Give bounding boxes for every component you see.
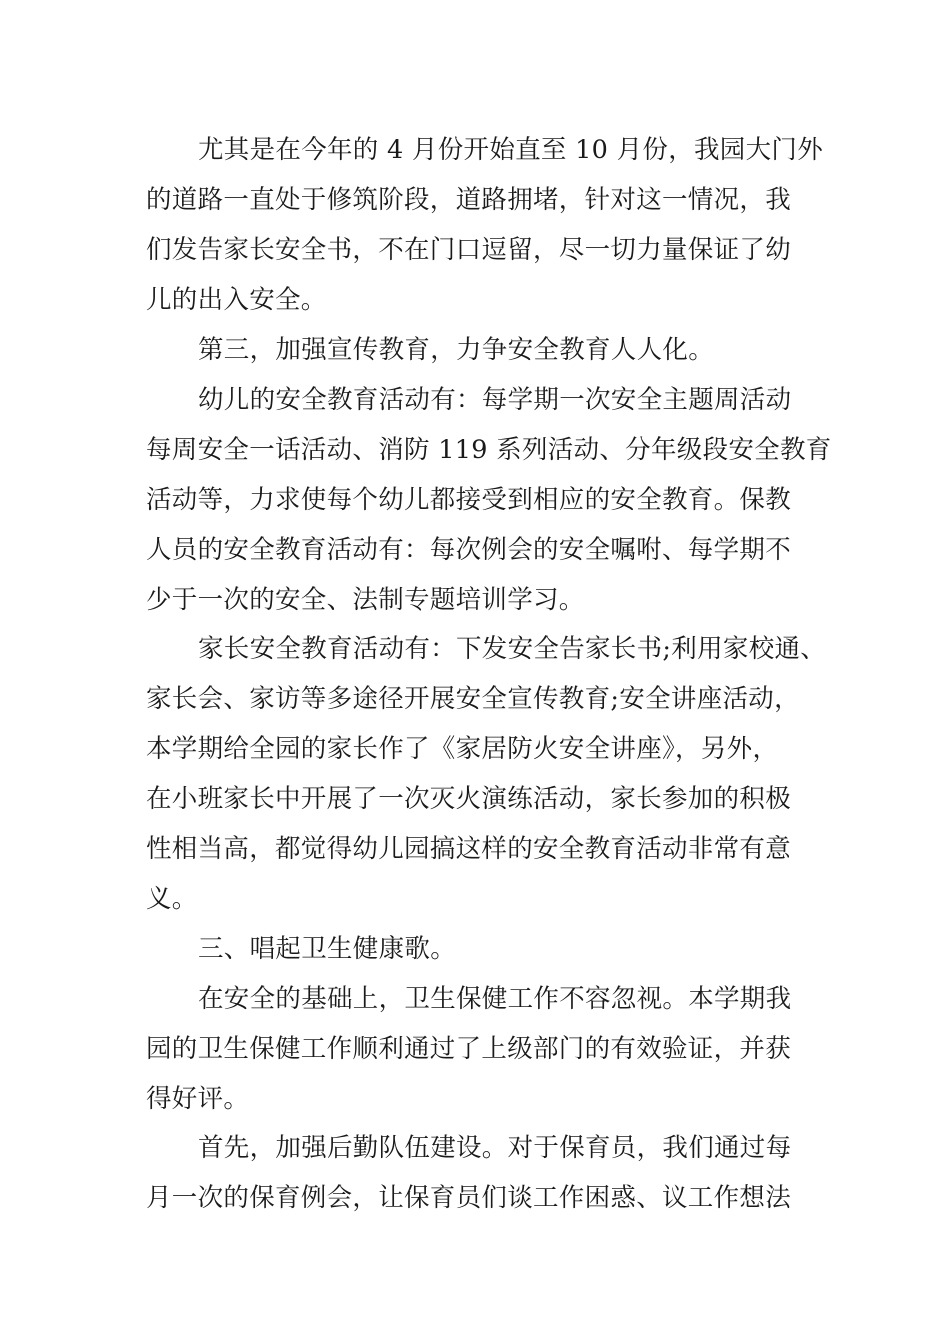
text-line: 每周安全一话活动、消防 119 系列活动、分年级段安全教育 xyxy=(146,435,832,465)
text-line: 少于一次的安全、法制专题培训学习。 xyxy=(146,585,585,615)
text-line: 尤其是在今年的 4 月份开始直至 10 月份，我园大门外 xyxy=(198,135,823,165)
text-line: 义。 xyxy=(146,884,198,914)
text-line: 家长会、家访等多途径开展安全宣传教育;安全讲座活动， xyxy=(146,684,800,714)
text-line: 性相当高，都觉得幼儿园搞这样的安全教育活动非常有意 xyxy=(146,834,792,864)
text-line: 们发告家长安全书，不在门口逗留，尽一切力量保证了幼 xyxy=(146,235,792,265)
text-line: 家长安全教育活动有：下发安全告家长书;利用家校通、 xyxy=(198,634,827,664)
text-line: 的道路一直处于修筑阶段，道路拥堵，针对这一情况，我 xyxy=(146,185,792,215)
text-line: 活动等，力求使每个幼儿都接受到相应的安全教育。保教 xyxy=(146,485,792,515)
section-heading: 第三，加强宣传教育，力争安全教育人人化。 xyxy=(198,335,715,365)
text-line: 得好评。 xyxy=(146,1084,250,1114)
section-heading: 三、唱起卫生健康歌。 xyxy=(198,934,457,964)
text-line: 在安全的基础上，卫生保健工作不容忽视。本学期我 xyxy=(198,984,792,1014)
text-line: 园的卫生保健工作顺利通过了上级部门的有效验证，并获 xyxy=(146,1034,792,1064)
text-line: 本学期给全园的家长作了《家居防火安全讲座》，另外， xyxy=(146,734,779,764)
text-line: 在小班家长中开展了一次灭火演练活动，家长参加的积极 xyxy=(146,784,792,814)
text-line: 首先，加强后勤队伍建设。对于保育员，我们通过每 xyxy=(198,1133,792,1163)
text-line: 月一次的保育例会，让保育员们谈工作困惑、议工作想法 xyxy=(146,1183,792,1213)
text-line: 人员的安全教育活动有：每次例会的安全嘱咐、每学期不 xyxy=(146,535,792,565)
text-line: 儿的出入安全。 xyxy=(146,285,327,315)
text-line: 幼儿的安全教育活动有：每学期一次安全主题周活动 xyxy=(198,385,792,415)
